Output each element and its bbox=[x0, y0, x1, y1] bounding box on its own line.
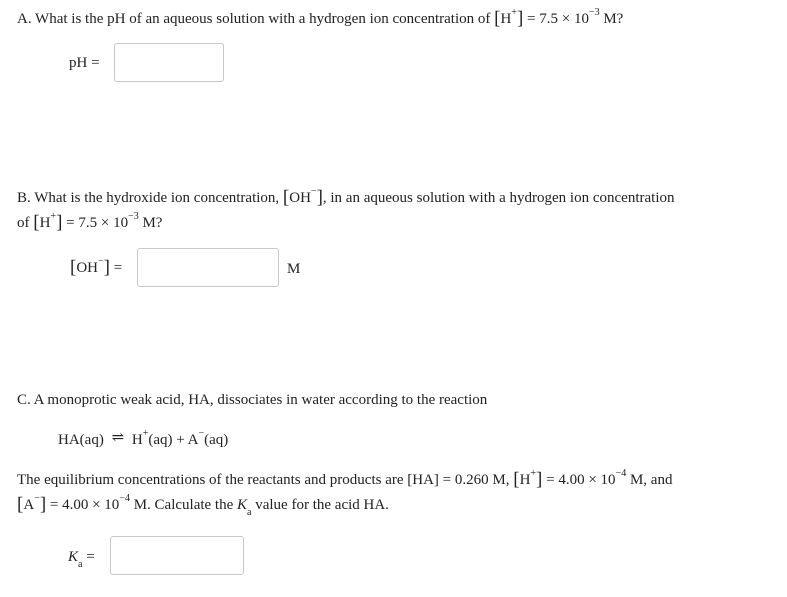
oh-input-label: [OH−] = bbox=[70, 256, 123, 278]
ka-input[interactable] bbox=[110, 536, 244, 575]
oh-input-unit: M bbox=[287, 261, 301, 277]
part-c-equilibrium-line2: $[A^-] = 4.00 \times 10^{-4}$ M. Calculate the $K_a$ value for the acid HA. bbox=[17, 493, 389, 518]
part-b-question-line1: B. What is the hydroxide ion concentration, [OH−], in an aqueous solution with a hydrogen ion concentration bbox=[17, 186, 675, 208]
hydrogen-ion-concentration-b: $[H^+] = 7.5 \times 10^{-3}$ M? bbox=[33, 211, 163, 233]
ph-input[interactable] bbox=[114, 43, 224, 82]
ka-input-label: $K_a$ = bbox=[68, 549, 95, 570]
hydrogen-ion-concentration: $[H^+] = 7.5 \times 10^{-3}$ M? bbox=[494, 7, 624, 29]
equilibrium-arrow-icon: ⇌ bbox=[111, 430, 125, 446]
oh-concentration-input[interactable] bbox=[137, 248, 279, 287]
part-c-equilibrium-line1: The equilibrium concentrations of the reactants and products are [HA] = 0.260 M, $[H^+] = 4.00 \times 10^{-4}$ M, and bbox=[17, 468, 673, 490]
part-a-question: A. What is the pH of an aqueous solution with a hydrogen ion concentration of $[H^+] = 7.5 \times 10^{-3}$ M? bbox=[17, 7, 624, 29]
part-b-question-line2: of $[H^+] = 7.5 \times 10^{-3}$ M? bbox=[17, 211, 163, 233]
reaction-equation: HA(aq) ⇌ H+(aq) + A−(aq) bbox=[58, 428, 229, 448]
part-c-intro: C. A monoprotic weak acid, HA, dissociates in water according to the reaction bbox=[17, 392, 488, 408]
hydroxide-ion-concentration: [OH−] bbox=[282, 186, 323, 208]
ph-input-label: pH = bbox=[69, 55, 100, 71]
